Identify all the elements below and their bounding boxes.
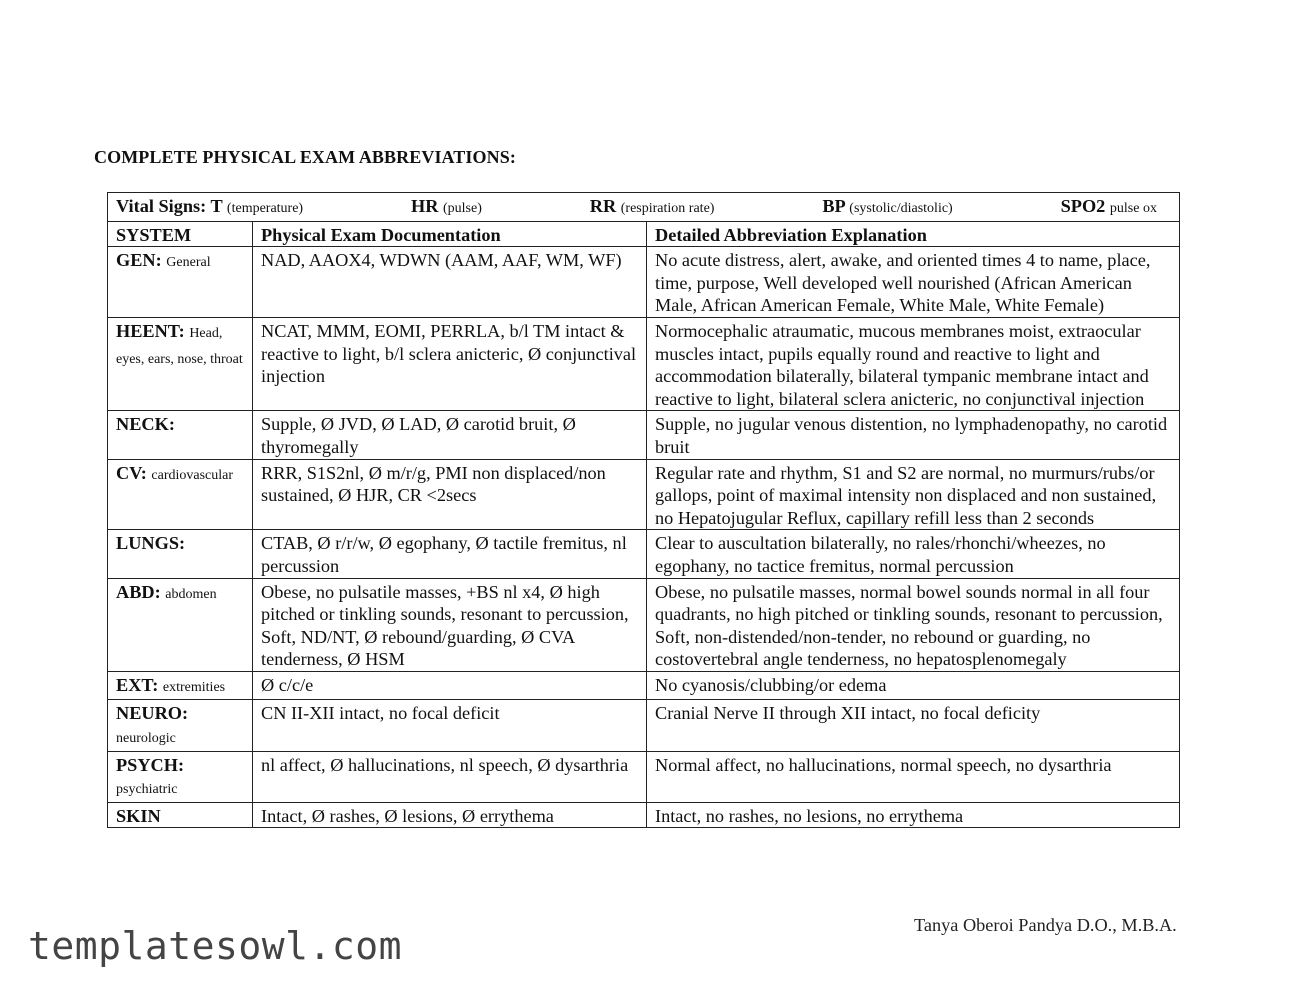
explanation-cell: Normal affect, no hallucinations, normal speech, no dysarthria xyxy=(647,751,1180,802)
system-cell xyxy=(108,247,253,318)
table-row xyxy=(108,411,1180,459)
documentation-cell: nl affect, Ø hallucinations, nl speech, Ø dysarthria xyxy=(253,751,647,802)
table-header-row xyxy=(108,221,1180,247)
vital-blood-pressure: BP (systolic/diastolic) xyxy=(822,196,953,216)
vital-signs-row xyxy=(108,193,1180,222)
vital-heart-rate: HR (pulse) xyxy=(411,196,482,216)
system-name: GEN: xyxy=(116,250,162,271)
documentation-cell: NCAT, MMM, EOMI, PERRLA, b/l TM intact & reactive to light, b/l sclera anicteric, Ø conjunctival injection xyxy=(253,317,647,410)
explanation-cell: No cyanosis/clubbing/or edema xyxy=(647,671,1180,700)
system-description: cardiovascular xyxy=(151,467,234,483)
author-credit: Tanya Oberoi Pandya D.O., M.B.A. xyxy=(914,915,1177,935)
vital-temperature: Vital Signs: T (temperature) xyxy=(116,196,304,216)
documentation-cell: CN II-XII intact, no focal deficit xyxy=(253,700,647,751)
documentation-cell: NAD, AAOX4, WDWN (AAM, AAF, WM, WF) xyxy=(253,247,647,318)
system-description: neurologic xyxy=(116,731,176,747)
explanation-cell: Obese, no pulsatile masses, normal bowel sounds normal in all four quadrants, no high pitched or tinkling sounds, resonant to percussion, Soft, non-distended/non-tender, no rebound or guarding, no costovertebral angle tenderness, no hepatosplenomegaly xyxy=(647,578,1180,671)
table-row xyxy=(108,459,1180,530)
system-description: psychiatric xyxy=(116,782,178,798)
system-cell xyxy=(108,751,253,802)
system-name: NEURO: xyxy=(116,703,189,724)
explanation-cell: No acute distress, alert, awake, and oriented times 4 to name, place, time, purpose, Well developed well nourished (African American Male, African American Female, White Male, White Female) xyxy=(647,247,1180,318)
table-row xyxy=(108,700,1180,751)
system-cell xyxy=(108,578,253,671)
header-explanation: Detailed Abbreviation Explanation xyxy=(647,221,1180,247)
table-row xyxy=(108,802,1180,828)
system-name: NECK: xyxy=(116,414,175,435)
table-row xyxy=(108,317,1180,410)
explanation-cell: Intact, no rashes, no lesions, no errythema xyxy=(647,802,1180,828)
table-row xyxy=(108,530,1180,578)
documentation-cell: Supple, Ø JVD, Ø LAD, Ø carotid bruit, Ø thyromegally xyxy=(253,411,647,459)
documentation-cell: Intact, Ø rashes, Ø lesions, Ø errythema xyxy=(253,802,647,828)
explanation-cell: Cranial Nerve II through XII intact, no focal deficity xyxy=(647,700,1180,751)
table-row xyxy=(108,671,1180,700)
watermark: templatesowl.com xyxy=(28,924,403,968)
vital-spo2: SPO2 pulse ox xyxy=(1060,196,1157,216)
system-name: LUNGS: xyxy=(116,533,186,554)
system-name: HEENT: xyxy=(116,320,185,341)
system-cell xyxy=(108,459,253,530)
system-name: PSYCH: xyxy=(116,754,185,775)
system-cell xyxy=(108,411,253,459)
system-name: ABD: xyxy=(116,581,161,602)
system-description: extremities xyxy=(162,679,226,695)
system-description: abdomen xyxy=(165,586,217,602)
system-description: General xyxy=(166,255,211,271)
document-title: COMPLETE PHYSICAL EXAM ABBREVIATIONS: xyxy=(94,147,516,167)
system-cell xyxy=(108,802,253,828)
explanation-cell: Clear to auscultation bilaterally, no rales/rhonchi/wheezes, no egophany, no tactice fremitus, normal percussion xyxy=(647,530,1180,578)
system-cell xyxy=(108,530,253,578)
documentation-cell: RRR, S1S2nl, Ø m/r/g, PMI non displaced/non sustained, Ø HJR, CR <2secs xyxy=(253,459,647,530)
table-row xyxy=(108,578,1180,671)
system-cell xyxy=(108,317,253,410)
vital-signs-cell xyxy=(108,193,1180,222)
explanation-cell: Regular rate and rhythm, S1 and S2 are normal, no murmurs/rubs/or gallops, point of maximal intensity non displaced and non sustained, no Hepatojugular Reflux, capillary refill less than 2 seconds xyxy=(647,459,1180,530)
system-name: CV: xyxy=(116,462,147,483)
system-cell xyxy=(108,700,253,751)
header-system: SYSTEM xyxy=(108,221,253,247)
header-documentation: Physical Exam Documentation xyxy=(253,221,647,247)
system-description: Head, eyes, ears, nose, throat xyxy=(116,325,243,367)
system-name: EXT: xyxy=(116,674,159,695)
exam-table xyxy=(107,192,1180,828)
system-cell xyxy=(108,671,253,700)
table-row xyxy=(108,247,1180,318)
documentation-cell: CTAB, Ø r/r/w, Ø egophany, Ø tactile fremitus, nl percussion xyxy=(253,530,647,578)
explanation-cell: Normocephalic atraumatic, mucous membranes moist, extraocular muscles intact, pupils equally round and reactive to light and accommodation bilaterally, bilateral tympanic membrane intact and reactive to light, bilateral sclera anicteric, no conjunctival injection xyxy=(647,317,1180,410)
table-row xyxy=(108,751,1180,802)
documentation-cell: Obese, no pulsatile masses, +BS nl x4, Ø high pitched or tinkling sounds, resonant to percussion, Soft, ND/NT, Ø rebound/guarding, Ø CVA tenderness, Ø HSM xyxy=(253,578,647,671)
explanation-cell: Supple, no jugular venous distention, no lymphadenopathy, no carotid bruit xyxy=(647,411,1180,459)
system-name: SKIN xyxy=(116,805,161,826)
vital-respiration-rate: RR (respiration rate) xyxy=(589,196,715,216)
documentation-cell: Ø c/c/e xyxy=(253,671,647,700)
